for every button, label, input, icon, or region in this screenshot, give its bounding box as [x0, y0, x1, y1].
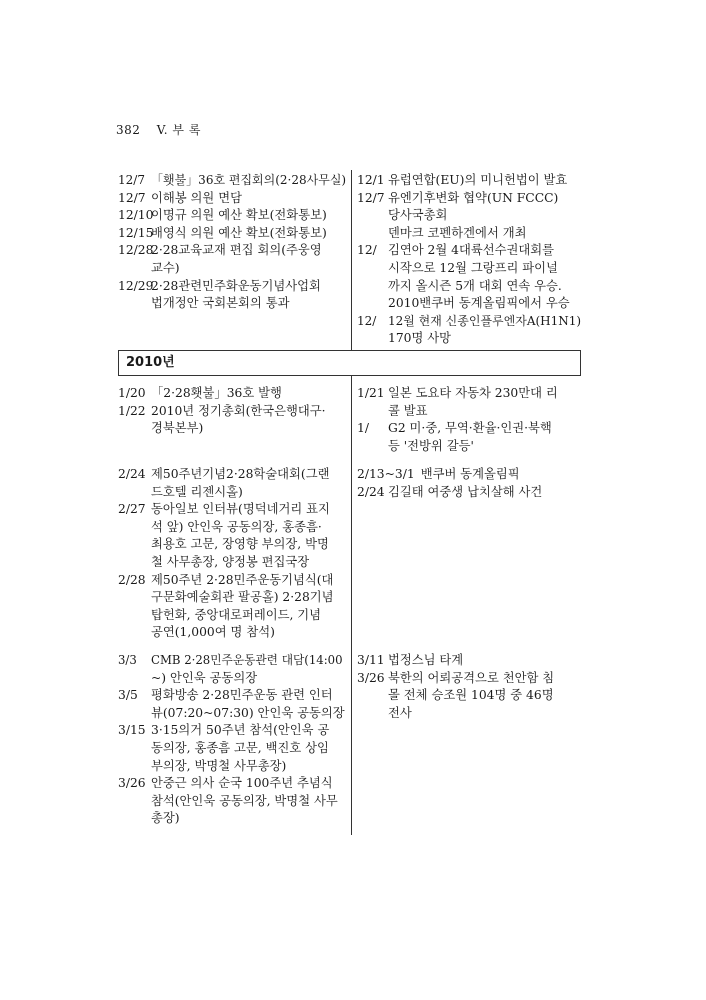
- chronology-entry: [118, 207, 346, 225]
- entry-text: 제50주년기념2·28학술대회(그랜: [151, 467, 330, 481]
- entry-text-continued: 교수): [151, 260, 180, 275]
- entry-text-continued: 몰 전체 승조원 104명 중 46명: [388, 688, 554, 703]
- entry-text-continued: 까지 올시즌 5개 대회 연속 우승.: [388, 278, 562, 293]
- entry-text-continued: 법개정안 국회본회의 통과: [151, 296, 290, 311]
- entry-text: 동아일보 인터뷰(명덕네거리 표지: [151, 502, 330, 517]
- entry-text-continued: 드호텔 리젠시홀): [151, 484, 243, 499]
- column-divider-bottom: [351, 376, 352, 835]
- entry-date: 12/28: [118, 243, 154, 258]
- entry-text: 김연아 2월 4대륙선수권대회를: [388, 243, 555, 258]
- entry-text: 안중근 의사 순국 100주년 추념식: [151, 776, 333, 791]
- entry-date: 3/3: [118, 653, 137, 667]
- chronology-entry: [357, 242, 584, 260]
- entry-text-continued: 경북본부): [151, 421, 204, 436]
- block3-right: [357, 466, 584, 501]
- entry-date: 12/10: [118, 208, 154, 223]
- block4-left: [118, 652, 346, 828]
- block1-right: [357, 172, 584, 348]
- chronology-entry: [357, 652, 584, 670]
- entry-text-continued: 철 사무총장, 양정봉 편집국장: [151, 554, 310, 569]
- entry-text-continued: 등 '전방위 갈등': [388, 438, 474, 453]
- entry-text-continued: 탑헌화, 중앙대로퍼레이드, 기념: [151, 607, 322, 622]
- entry-text: 유럽연합(EU)의 미니헌법이 발효: [388, 173, 568, 187]
- entry-date: 3/5: [118, 688, 138, 703]
- chronology-entry: [118, 775, 346, 793]
- entry-text-continued: 전사: [388, 705, 412, 720]
- entry-text-continued: 구문화예술회관 팔공홀) 2·28기념: [151, 590, 334, 605]
- entry-text-continued: 2010밴쿠버 동계올림픽에서 우승: [388, 296, 570, 311]
- chronology-entry: [118, 572, 346, 590]
- entry-text: CMB 2·28민주운동관련 대담(14:00: [151, 653, 343, 667]
- entry-text: 김길태 여중생 납치살해 사건: [388, 484, 543, 499]
- entry-text-continued: 최용호 고문, 장영향 부의장, 박명: [151, 537, 329, 552]
- chronology-entry: [118, 385, 346, 403]
- entry-date: 2/24: [118, 467, 146, 481]
- entry-text: G2 미·중, 무역·환율·인권·북핵: [388, 421, 552, 436]
- entry-date: 3/15: [118, 723, 146, 738]
- entry-text: 12월 현재 신종인플루엔자A(H1N1): [388, 313, 582, 328]
- page-header: [116, 121, 201, 138]
- entry-text: 법정스님 타계: [388, 653, 464, 667]
- entry-text-continued: 뷰(07:20~07:30) 안인욱 공동의장: [151, 705, 345, 720]
- entry-date: 12/7: [118, 190, 146, 205]
- entry-date: 12/15: [118, 225, 154, 240]
- entry-date: 3/26: [357, 670, 385, 685]
- entry-date: 12/: [357, 243, 377, 258]
- entry-text: 제50주년 2·28민주운동기념식(대: [151, 572, 334, 587]
- chronology-entry: [357, 385, 584, 403]
- entry-date: 12/1: [357, 173, 385, 187]
- block2-left: [118, 385, 346, 438]
- entry-text: 2010년 정기총회(한국은행대구·: [151, 403, 326, 418]
- block1-left: [118, 172, 346, 313]
- entry-text-continued: ~) 안인욱 공동의장: [151, 670, 258, 685]
- block4-right: [357, 652, 584, 722]
- year-heading: 2010년: [118, 350, 581, 376]
- entry-date: 1/21: [357, 386, 385, 400]
- chronology-entry: [357, 466, 584, 484]
- entry-date: 3/26: [118, 776, 146, 791]
- entry-text-continued: 콜 발표: [388, 403, 428, 418]
- entry-text: 3·15의거 50주년 참석(안인욱 공: [151, 723, 330, 738]
- entry-text-continued: 부의장, 박명철 사무총장): [151, 758, 287, 773]
- section-title: V. 부 록: [156, 123, 201, 137]
- entry-text: 북한의 어뢰공격으로 천안함 침: [388, 670, 555, 685]
- entry-date: 12/: [357, 313, 377, 328]
- entry-date: 2/28: [118, 572, 146, 587]
- entry-date: 12/29: [118, 278, 154, 293]
- entry-text-continued: 총장): [151, 811, 180, 826]
- column-divider-top: [351, 170, 352, 351]
- entry-text: 배영식 의원 예산 확보(전화통보): [151, 225, 327, 240]
- entry-date: 3/11: [357, 653, 385, 667]
- chronology-entry: [118, 172, 346, 190]
- chronology-entry: [118, 190, 346, 208]
- entry-date: 1/20: [118, 386, 146, 400]
- entry-text-continued: 덴마크 코펜하겐에서 개최: [388, 225, 527, 240]
- chronology-entry: [118, 403, 346, 421]
- chronology-entry: [118, 225, 346, 243]
- entry-text-continued: 석 앞) 안인욱 공동의장, 홍종흠·: [151, 519, 322, 534]
- chronology-entry: [357, 172, 584, 190]
- entry-text-continued: 참석(안인욱 공동의장, 박명철 사무: [151, 793, 338, 808]
- chronology-entry: [357, 313, 584, 331]
- entry-text: 「횃불」36호 편집회의(2·28사무실): [151, 173, 347, 187]
- chronology-entry: [118, 278, 346, 296]
- entry-date: 12/7: [357, 190, 385, 205]
- chronology-entry: [118, 652, 346, 670]
- entry-date: 2/27: [118, 502, 146, 517]
- chronology-entry: [357, 484, 584, 502]
- chronology-entry: [357, 420, 584, 438]
- entry-text: 이명규 의원 예산 확보(전화통보): [151, 208, 327, 223]
- entry-date: 1/: [357, 421, 369, 436]
- entry-text-continued: 동의장, 홍종흠 고문, 백진호 상임: [151, 740, 329, 755]
- chronology-entry: [118, 242, 346, 260]
- entry-text: 평화방송 2·28민주운동 관련 인터: [151, 688, 333, 703]
- entry-text: 2·28관련민주화운동기념사업회: [151, 278, 321, 293]
- chronology-entry: [118, 722, 346, 740]
- chronology-entry: [118, 466, 346, 484]
- block3-left: [118, 466, 346, 642]
- entry-text-continued: 170명 사망: [388, 331, 452, 346]
- chronology-entry: [357, 670, 584, 688]
- entry-text: 일본 도요타 자동차 230만대 리: [388, 386, 558, 400]
- entry-text: 「2·28횃불」36호 발행: [151, 386, 282, 400]
- chronology-entry: [118, 501, 346, 519]
- block2-right: [357, 385, 584, 455]
- entry-date: 1/22: [118, 403, 146, 418]
- page-number: 382: [116, 123, 141, 137]
- entry-date: 2/13~3/1: [357, 467, 415, 481]
- entry-text: 밴쿠버 동계올림픽: [420, 467, 520, 481]
- chronology-entry: [118, 687, 346, 705]
- entry-date: 12/7: [118, 173, 145, 187]
- entry-text: 2·28교육교재 편집 회의(주웅영: [151, 243, 322, 258]
- entry-date: 2/24: [357, 484, 385, 499]
- entry-text-continued: 공연(1,000여 명 참석): [151, 625, 275, 640]
- entry-text-continued: 당사국총회: [388, 208, 448, 223]
- entry-text: 이해봉 의원 면담: [151, 190, 242, 205]
- entry-text: 유엔기후변화 협약(UN FCCC): [388, 190, 559, 205]
- chronology-entry: [357, 190, 584, 208]
- entry-text-continued: 시작으로 12월 그랑프리 파이널: [388, 260, 558, 275]
